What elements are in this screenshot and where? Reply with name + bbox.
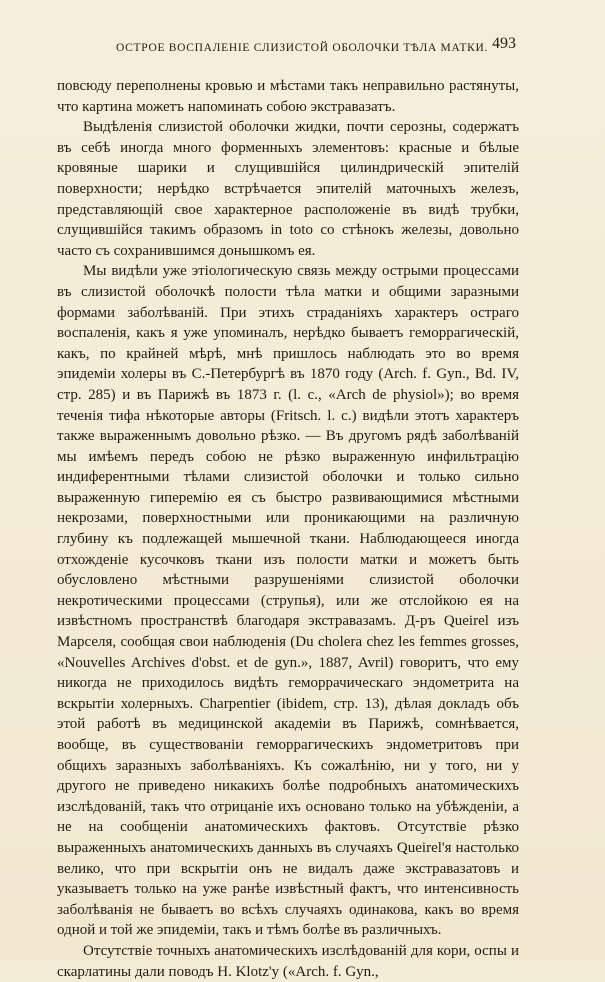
page-header: [116, 35, 516, 56]
body-text: [57, 76, 519, 982]
paragraph-secretions: Выдѣленія слизистой оболочки жидки, почти серозны, содержатъ въ себѣ иногда много форменныхъ элементовъ: красные и бѣлые кровяные шарики и слущившійся цилиндрическій эпителій поверхности; нерѣдко встрѣчается эпителій маточныхъ железъ, представляющій свое характерное расположеніе въ видѣ трубки, слущившійся такимъ образомъ in toto со стѣнокъ железы, довольно часто съ сохранившимся донышкомъ ея.: [57, 119, 519, 259]
paragraph-etiology: Мы видѣли уже этіологическую связь между острыми процессами въ слизистой оболочкѣ полости тѣла матки и общими заразными формами заболѣваній. При этихъ страданіяхъ характеръ остраго воспаленія, какъ я уже упоминалъ, нерѣдко бываетъ геморрагическій, какъ, по крайней мѣрѣ, мнѣ пришлось наблюдать это во время эпидеміи холеры въ С.-Петербургѣ въ 1870 году (Arch. f. Gyn., Bd. IV, стр. 285) и въ Парижѣ въ 1873 г. (l. c., «Arch de physiol»); во время теченія тифа нѣкоторые авторы (Fritsch. l. c.) видѣли этотъ характеръ также выраженнымъ довольно рѣзко. — Въ другомъ рядѣ заболѣваній мы имѣемъ передъ собою не рѣзко выраженную инфильтрацію индиферентными тѣлами слизистой оболочки и только сильно выраженную гиперемію ея съ быстро развивающимися мѣстными некрозами, поверхностными или проникающими на различную глубину къ подлежащей мышечной ткани. Наблюдающееся иногда отхожденіе кусочковъ ткани изъ полости матки и можетъ быть обусловлено мѣстными разрушеніями слизистой оболочки некротическими процессами (струпья), или же отслойкою ея на извѣстномъ пространствѣ благодаря экстравазамъ. Д-ръ Queirel изъ Марселя, сообщая свои наблюденія (Du cholera chez les femmes grosses, «Nouvelles Archives d'obst. et de gyn.», 1887, Avril) говоритъ, что ему никогда не приходилось видѣть геморрачическаго эндометрита на вскрытіи холерныхъ. Charpentier (ibidem, стр. 13), дѣлая докладъ объ этой работѣ въ медицинской академіи въ Парижѣ, сомнѣвается, вообще, въ существованіи геморрагическихъ эндометритовъ при общихъ заразныхъ заболѣваніяхъ. Къ сожалѣнію, ни у того, ни у другого не приведено никакихъ болѣе подробныхъ анатомическихъ изслѣдованій, такъ что отрицаніе ихъ основано только на убѣжденіи, а не на сообщеніи анатомическихъ фактовъ. Отсутствіе рѣзко выраженныхъ анатомическихъ данныхъ въ случаяхъ Queirel'я настолько велико, что при вскрытіи онъ не видалъ даже экстравазатовъ и указываетъ только на уже ранѣе извѣстный фактъ, что интенсивность заболѣванія не бываетъ во всѣхъ случаяхъ одинакова, какъ во время одной и той же эпидеміи, такъ и тѣмъ болѣе въ различныхъ.: [57, 263, 519, 939]
paragraph-continuation: повсюду переполнены кровью и мѣстами такъ неправильно растянуты, что картина можетъ напоминать собою экстравазатъ.: [57, 78, 519, 115]
paragraph-absence: Отсутствіе точныхъ анатомическихъ изслѣдованій для кори, оспы и скарлатины дали поводъ H. Klotz'у («Arch. f. Gyn.,: [57, 942, 519, 980]
page-number: 493: [492, 35, 516, 52]
running-title: ОСТРОЕ ВОСПАЛЕНІЕ СЛИЗИСТОЙ ОБОЛОЧКИ ТѢЛА МАТКИ.: [116, 42, 489, 54]
